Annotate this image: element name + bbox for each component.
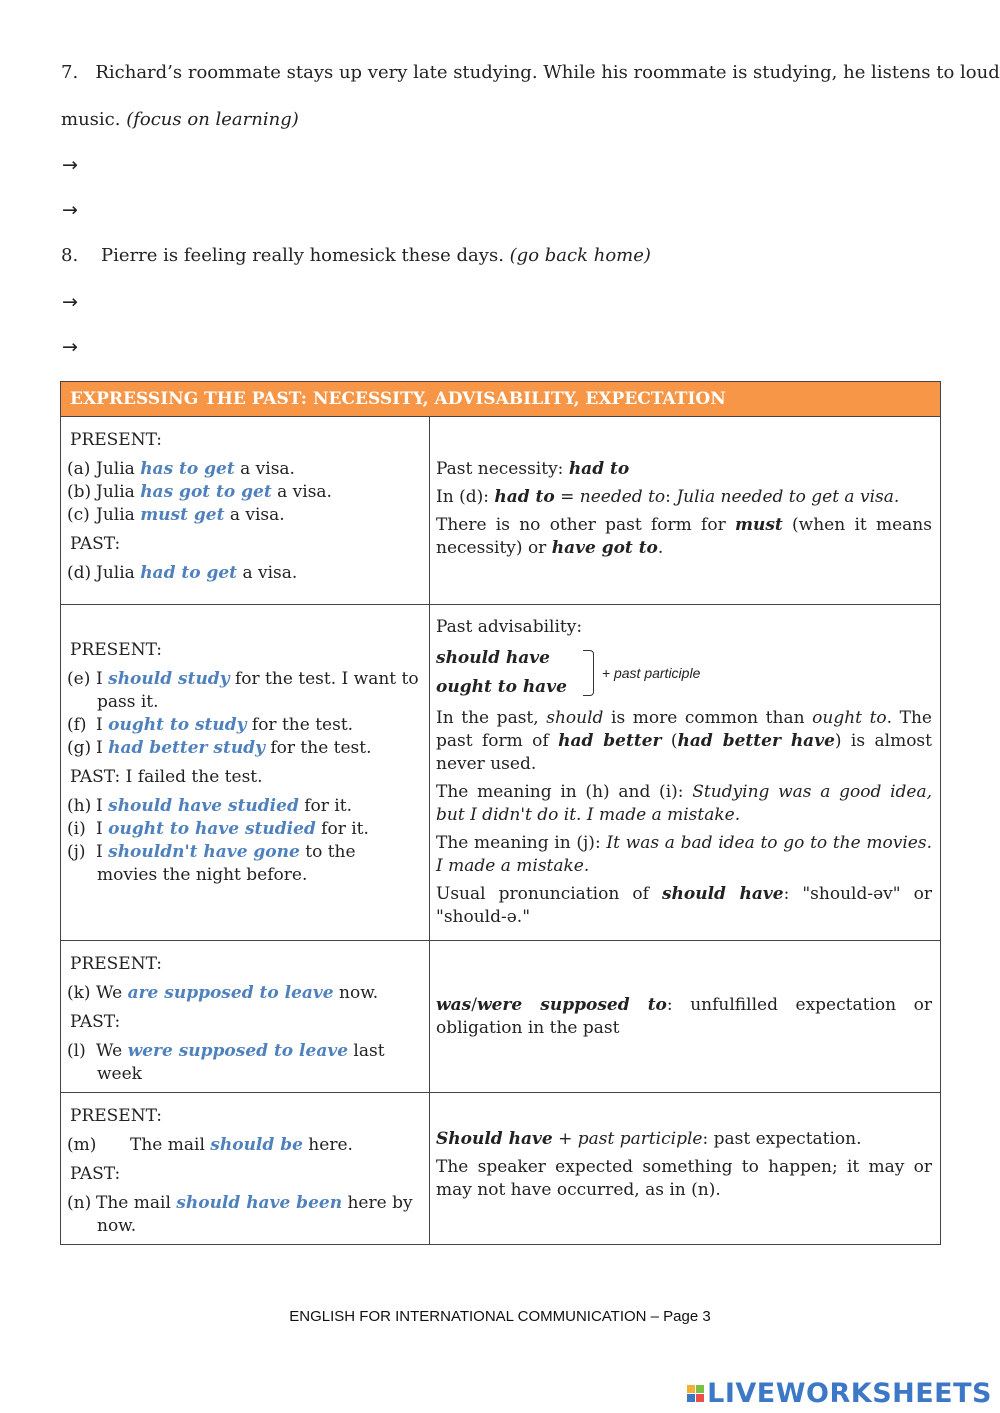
example-post: now. (333, 983, 379, 1003)
explanation-key: must (734, 515, 783, 535)
brace-shape (583, 650, 594, 696)
example-tag: (g) (67, 738, 92, 758)
table-row (61, 605, 941, 941)
explanation-line (436, 707, 932, 776)
explanation-key: was (436, 994, 472, 1015)
explanation-italic: needed to (579, 487, 666, 507)
explanation-italic: It was a bad idea to go to the movies. I made a mistake. (436, 833, 932, 876)
example-l (67, 1040, 421, 1086)
explanation-italic: Julia needed to get a visa. (676, 487, 900, 507)
explanation-line (436, 458, 932, 481)
explanation-cell (430, 605, 941, 941)
example-tag: (c) (67, 505, 90, 525)
explanation-text: . The past form of (436, 708, 932, 751)
explanation-text: : unfulfilled expectation or obligation in the past (436, 994, 933, 1038)
example-key: should have been (176, 1193, 343, 1213)
example-key: must get (140, 505, 225, 525)
present-label: PRESENT: (70, 640, 163, 660)
example-pre: The mail (130, 1135, 211, 1155)
explanation-line (436, 486, 932, 509)
answer-arrow[interactable]: → (62, 336, 78, 358)
explanation-text: : (665, 487, 677, 507)
table-header: EXPRESSING THE PAST: NECESSITY, ADVISABILITY, EXPECTATION (61, 382, 941, 417)
explanation-line (436, 883, 932, 929)
explanation-cell (430, 1093, 941, 1245)
explanation-text: The meaning in (h) and (i): (436, 782, 693, 802)
explanation-key: had better (558, 731, 662, 751)
question-7-cue: (focus on learning) (126, 109, 299, 130)
question-8-cue: (go back home) (509, 245, 651, 266)
explanation-line (436, 994, 932, 1040)
form-list (436, 644, 567, 702)
example-key: should be (210, 1135, 303, 1155)
explanation-text: In (d): (436, 487, 495, 507)
grammar-table (60, 381, 941, 1245)
explanation-text: = (554, 487, 580, 507)
example-b (67, 481, 421, 504)
explanation-text: The meaning in (j): (436, 833, 607, 853)
example-key: ought to study (108, 715, 247, 735)
example-post: to the movies the night before. (97, 842, 356, 885)
table-row (61, 417, 941, 605)
question-8-text: 8. Pierre is feeling really homesick these days. (61, 245, 504, 266)
example-post: for it. (298, 796, 352, 816)
example-key: has got to get (140, 482, 272, 502)
example-pre: Julia (96, 482, 141, 502)
explanation-italic: Studying was a good idea, but I didn't do it. I made a mistake. (436, 782, 932, 825)
answer-arrow[interactable]: → (62, 291, 78, 313)
question-7-text-end: music. (61, 109, 121, 130)
example-pre: We (96, 1041, 128, 1061)
example-post: a visa. (237, 563, 298, 583)
explanation-italic: past participle (577, 1129, 703, 1149)
explanation-text: ) is almost never used. (436, 731, 932, 774)
example-tag: (i) (67, 819, 86, 839)
example-tag: (j) (67, 842, 86, 862)
example-key: shouldn't have gone (108, 842, 300, 862)
past-label: PAST: (70, 1164, 121, 1184)
answer-arrow[interactable]: → (62, 199, 78, 221)
explanation-key: had better have (677, 731, 835, 751)
liveworksheets-logo[interactable] (687, 1378, 992, 1409)
example-pre: I (96, 819, 109, 839)
example-post: a visa. (271, 482, 332, 502)
example-post: for the test. I want to pass it. (97, 669, 419, 712)
example-post: here. (302, 1135, 353, 1155)
example-tag: (h) (67, 796, 92, 816)
explanation-line (436, 514, 932, 560)
explanation-cell (430, 941, 941, 1093)
example-post: a visa. (224, 505, 285, 525)
example-pre: I (96, 715, 109, 735)
explanation-text: . (657, 538, 664, 558)
present-label: PRESENT: (70, 430, 163, 450)
table-row (61, 1093, 941, 1245)
example-m (67, 1134, 421, 1157)
example-tag: (m) (67, 1135, 97, 1155)
past-label: PAST: (70, 534, 121, 554)
examples-cell (61, 417, 430, 605)
example-post: for the test. (264, 738, 372, 758)
logo-text: LIVEWORKSHEETS (707, 1378, 992, 1409)
explanation-text: : past expectation. (702, 1129, 862, 1149)
explanation-text: + (552, 1129, 578, 1149)
explanation-line (436, 832, 932, 878)
example-i (67, 818, 421, 841)
question-7-continued (61, 109, 299, 130)
example-pre: Julia (96, 505, 141, 525)
form-should-have: should have (436, 648, 550, 668)
example-pre: The mail (96, 1193, 177, 1213)
logo-square (696, 1385, 704, 1393)
example-pre: I (96, 796, 109, 816)
explanation-text: Past necessity: (436, 459, 569, 479)
logo-icon (687, 1385, 704, 1402)
explanation-line: The speaker expected something to happen; it may or may not have occurred, as in (n). (436, 1157, 932, 1200)
explanation-italic: should (546, 708, 604, 728)
explanation-key: should have (661, 884, 784, 904)
answer-arrow[interactable]: → (62, 154, 78, 176)
explanation-key: were supposed to (476, 994, 667, 1015)
example-f (67, 714, 421, 737)
question-7-text: 7. Richard’s roommate stays up very late studying. While his roommate is studying, he listens to loud (61, 62, 1000, 83)
present-label: PRESENT: (70, 1106, 163, 1126)
example-post: for it. (315, 819, 369, 839)
form-ought-to-have: ought to have (436, 677, 567, 697)
explanation-key: have got to (551, 538, 658, 558)
past-label: PAST: (70, 1012, 121, 1032)
examples-cell (61, 941, 430, 1093)
example-c (67, 504, 421, 527)
explanation-text: : "should-əv" or "should-ə." (436, 884, 932, 927)
logo-square (687, 1385, 695, 1393)
example-key: had to get (140, 563, 238, 583)
example-d (67, 562, 421, 585)
table-row (61, 941, 941, 1093)
example-n (67, 1192, 421, 1238)
example-key: had better study (108, 738, 265, 758)
question-8 (61, 245, 651, 266)
explanation-text: (when it means necessity) or (436, 515, 932, 558)
example-h (67, 795, 421, 818)
example-key: has to get (140, 459, 235, 479)
explanation-text: / (471, 994, 477, 1015)
example-tag: (e) (67, 669, 91, 689)
explanation-text: There is no other past form for (436, 515, 735, 535)
examples-cell (61, 605, 430, 941)
example-tag: (k) (67, 983, 91, 1003)
example-pre: Julia (96, 459, 141, 479)
example-tag: (f) (67, 715, 87, 735)
form-bracket (436, 644, 932, 702)
explanation-key: had to (568, 459, 630, 479)
logo-square (687, 1394, 695, 1402)
logo-square (696, 1394, 704, 1402)
explanation-text: ( (661, 731, 678, 751)
example-pre: We (96, 983, 128, 1003)
past-label: PAST: I failed the test. (70, 767, 263, 787)
example-key: should study (108, 669, 230, 689)
example-tag: (d) (67, 563, 92, 583)
explanation-text: In the past, (436, 708, 547, 728)
example-a (67, 458, 421, 481)
example-tag: (a) (67, 459, 91, 479)
example-key: were supposed to leave (127, 1041, 349, 1061)
example-pre: I (96, 669, 109, 689)
example-e (67, 668, 421, 714)
explanation-text: Usual pronunciation of (436, 884, 662, 904)
example-k (67, 982, 421, 1005)
example-pre: I (96, 842, 109, 862)
example-post: a visa. (234, 459, 295, 479)
example-tag: (b) (67, 482, 92, 502)
explanation-text: is more common than (603, 708, 813, 728)
example-key: are supposed to leave (127, 983, 334, 1003)
page-footer: ENGLISH FOR INTERNATIONAL COMMUNICATION – Page 3 (289, 1308, 711, 1325)
example-key: ought to have studied (108, 819, 316, 839)
examples-cell (61, 1093, 430, 1245)
example-tag: (l) (67, 1041, 86, 1061)
explanation-title: Past advisability: (436, 617, 583, 637)
question-7 (61, 62, 1000, 83)
explanation-italic: ought to (812, 708, 887, 728)
example-key: should have studied (108, 796, 299, 816)
explanation-line (436, 781, 932, 827)
explanation-cell (430, 417, 941, 605)
example-pre: Julia (96, 563, 141, 583)
present-label: PRESENT: (70, 954, 163, 974)
past-participle-note: + past participle (601, 664, 701, 681)
example-post: for the test. (246, 715, 354, 735)
example-post: here by now. (97, 1193, 413, 1236)
explanation-key: had to (494, 487, 555, 507)
example-tag: (n) (67, 1193, 92, 1213)
example-j (67, 841, 421, 887)
example-post: last week (97, 1041, 385, 1084)
example-pre: I (96, 738, 109, 758)
explanation-key: Should have (436, 1129, 553, 1149)
example-g (67, 737, 421, 760)
explanation-line (436, 1128, 932, 1151)
